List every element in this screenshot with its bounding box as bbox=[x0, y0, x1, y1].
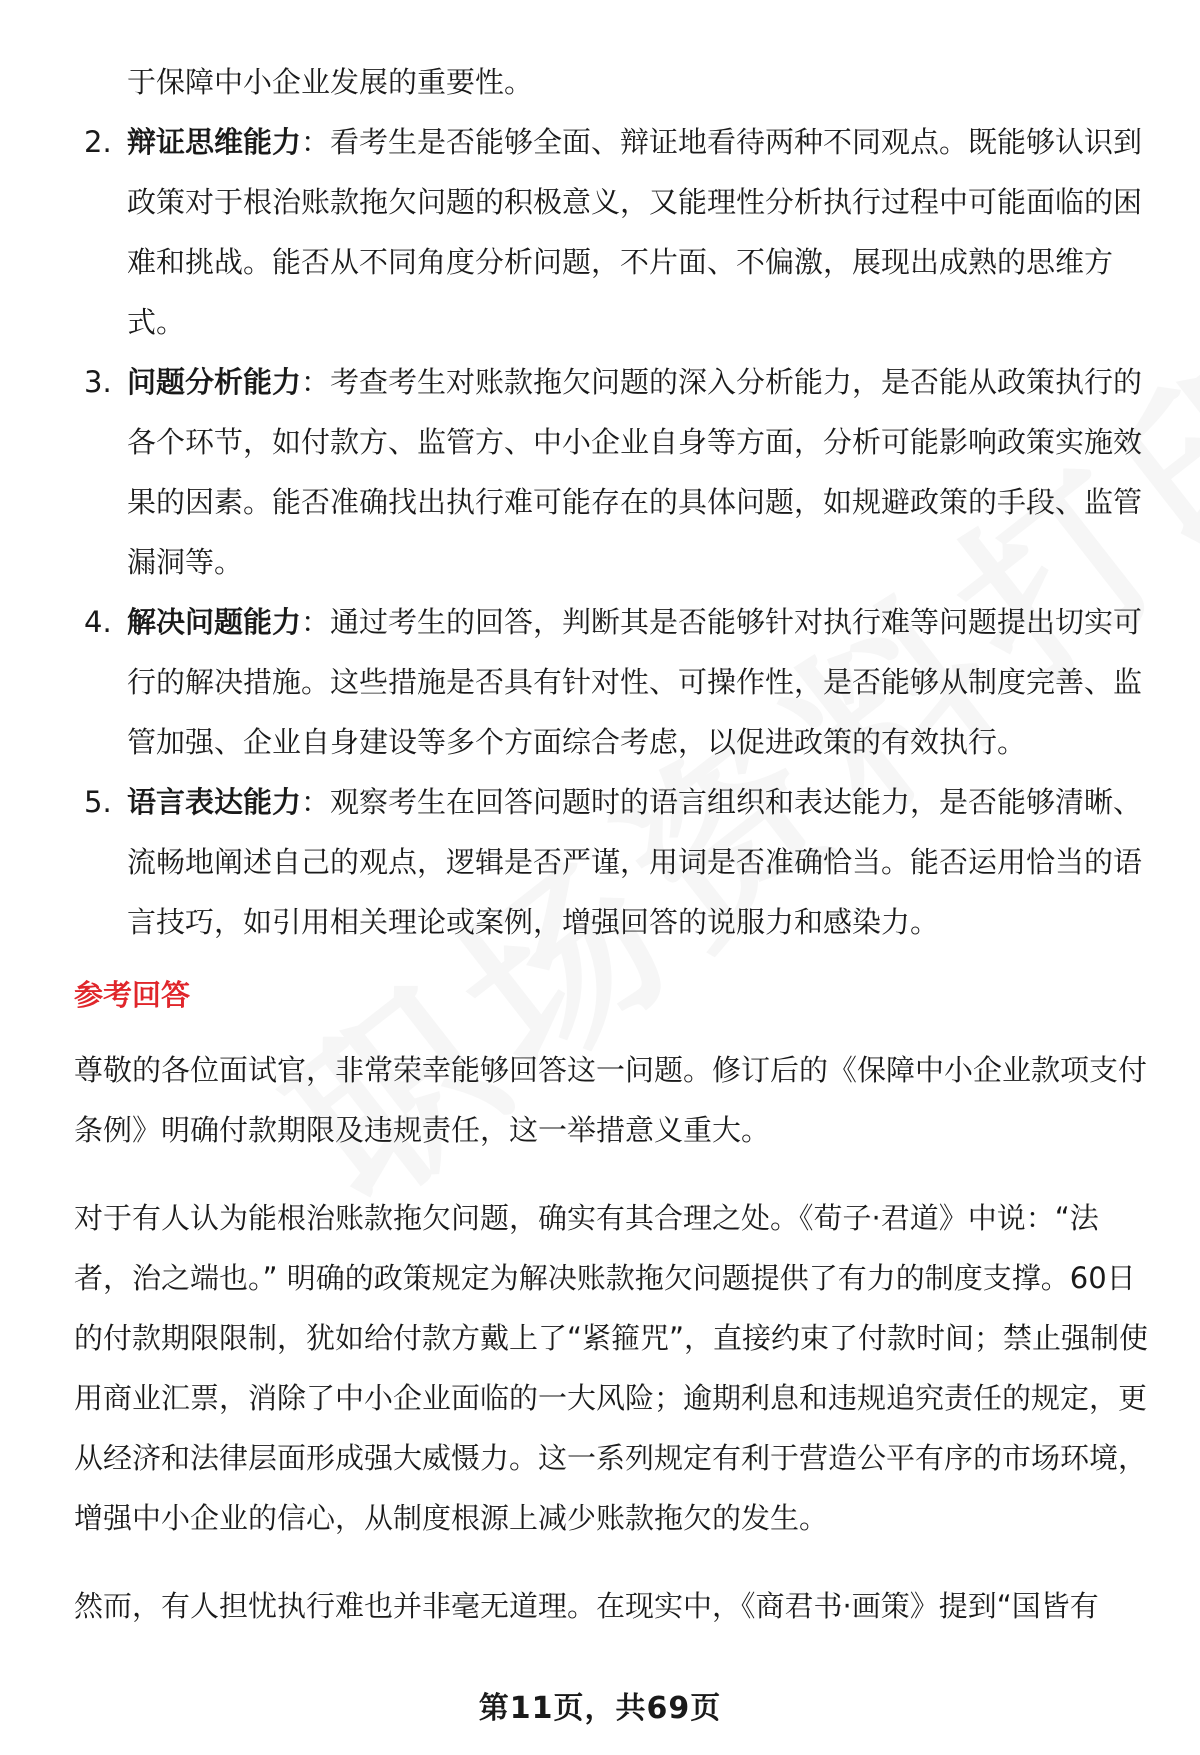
page-content bbox=[74, 52, 1150, 1636]
criterion-term: 语言表达能力 bbox=[127, 785, 302, 819]
criterion-term: 问题分析能力 bbox=[127, 365, 302, 399]
list-number: 4. bbox=[84, 605, 112, 639]
page-footer: 第11页，共69页 bbox=[478, 1691, 722, 1726]
answer-paragraph: 对于有人认为能根治账款拖欠问题，确实有其合理之处。《荀子·君道》中说：“法者，治之端也。” 明确的政策规定为解决账款拖欠问题提供了有力的制度支撑。60日的付款期限限制，犹如给付款方戴上了“紧箍咒”，直接约束了付款时间；禁止强制使用商业汇票，消除了中小企业面临的一大风险；逾期利息和违规追究责任的规定，更从经济和法律层面形成强大威慑力。这一系列规定有利于营造公平有序的市场环境，增强中小企业的信心，从制度根源上减少账款拖欠的发生。 bbox=[74, 1201, 1149, 1535]
section-title: 参考回答 bbox=[74, 978, 191, 1012]
list-item bbox=[74, 352, 1150, 592]
answer-paragraph: 尊敬的各位面试官，非常荣幸能够回答这一问题。修订后的《保障中小企业款项支付条例》明确付款期限及违规责任，这一举措意义重大。 bbox=[74, 1053, 1148, 1147]
answer-paragraph: 然而，有人担忧执行难也并非毫无道理。在现实中，《商君书·画策》提到“国皆有 bbox=[74, 1589, 1099, 1623]
criterion-term: 辩证思维能力 bbox=[127, 125, 302, 159]
criterion-text: ：通过考生的回答，判断其是否能够针对执行难等问题提出切实可行的解决措施。这些措施是否具有针对性、可操作性，是否能够从制度完善、监管加强、企业自身建设等多个方面综合考虑，以促进政策的有效执行。 bbox=[127, 605, 1143, 759]
list-item bbox=[74, 772, 1150, 952]
continuation-text: 于保障中小企业发展的重要性。 bbox=[127, 65, 534, 99]
criterion-text: ：考查考生对账款拖欠问题的深入分析能力，是否能从政策执行的各个环节，如付款方、监管方、中小企业自身等方面，分析可能影响政策实施效果的因素。能否准确找出执行难可能存在的具体问题，如规避政策的手段、监管漏洞等。 bbox=[127, 365, 1143, 579]
criteria-list bbox=[74, 112, 1150, 952]
criterion-text: ：看考生是否能够全面、辩证地看待两种不同观点。既能够认识到政策对于根治账款拖欠问题的积极意义，又能理性分析执行过程中可能面临的困难和挑战。能否从不同角度分析问题，不片面、不偏激，展现出成熟的思维方式。 bbox=[127, 125, 1143, 339]
criterion-term: 解决问题能力 bbox=[127, 605, 302, 639]
list-number: 5. bbox=[84, 785, 112, 819]
list-number: 3. bbox=[84, 365, 112, 399]
list-item bbox=[74, 592, 1150, 772]
list-number: 2. bbox=[84, 125, 112, 159]
criterion-text: ：观察考生在回答问题时的语言组织和表达能力，是否能够清晰、流畅地阐述自己的观点，逻辑是否严谨，用词是否准确恰当。能否运用恰当的语言技巧，如引用相关理论或案例，增强回答的说服力和感染力。 bbox=[127, 785, 1143, 939]
list-item bbox=[74, 112, 1150, 352]
